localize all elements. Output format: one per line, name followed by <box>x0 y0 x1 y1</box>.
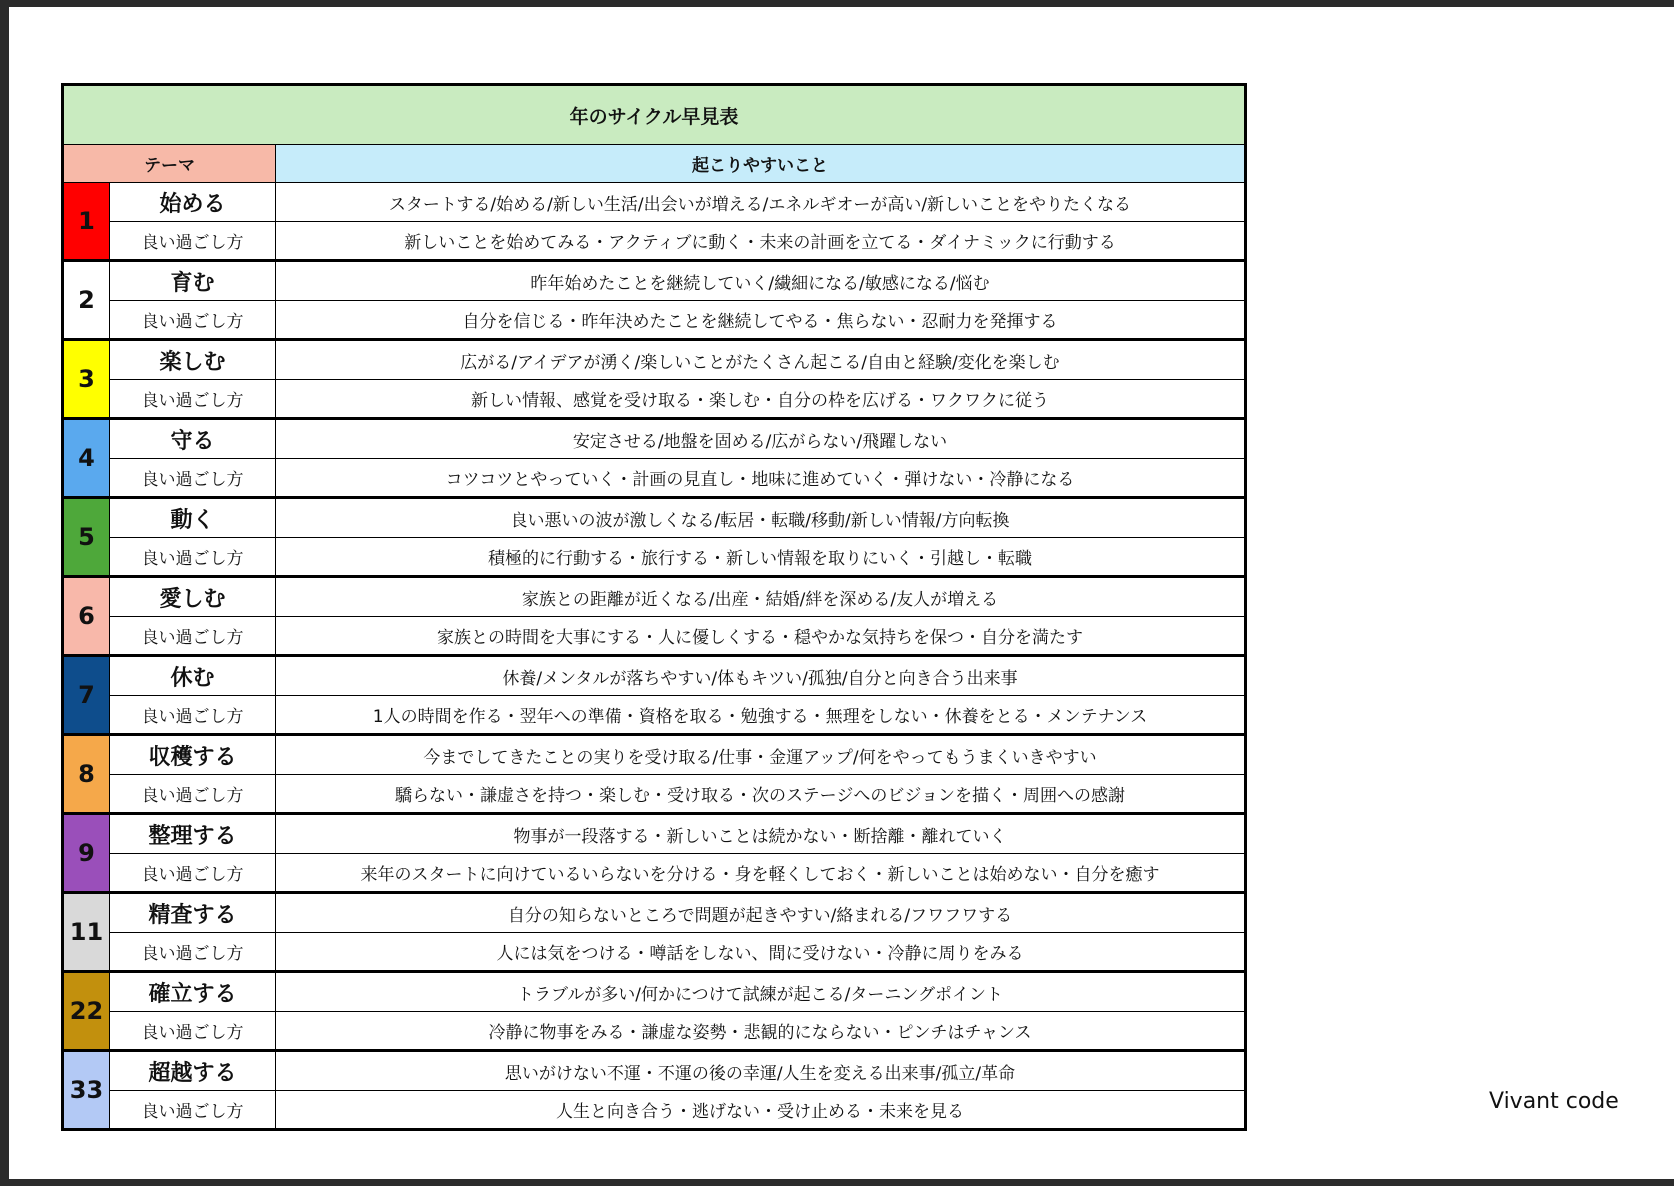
table-row <box>63 617 1246 656</box>
year-number-cell: 11 <box>63 893 110 972</box>
good-way-cell: 家族との時間を大事にする・人に優しくする・穏やかな気持ちを保つ・自分を満たす <box>276 617 1246 656</box>
theme-cell: 楽しむ <box>110 340 276 380</box>
theme-cell: 精査する <box>110 893 276 933</box>
good-way-label: 良い過ごし方 <box>110 222 276 261</box>
table-row <box>63 775 1246 814</box>
theme-cell: 確立する <box>110 972 276 1012</box>
table-row <box>63 538 1246 577</box>
year-number-cell: 9 <box>63 814 110 893</box>
good-way-cell: 積極的に行動する・旅行する・新しい情報を取りにいく・引越し・転職 <box>276 538 1246 577</box>
events-cell: スタートする/始める/新しい生活/出会いが増える/エネルギオーが高い/新しいことをやりたくなる <box>276 183 1246 222</box>
year-number-cell: 6 <box>63 577 110 656</box>
good-way-label: 良い過ごし方 <box>110 459 276 498</box>
good-way-cell: 人生と向き合う・逃げない・受け止める・未来を見る <box>276 1091 1246 1130</box>
theme-cell: 整理する <box>110 814 276 854</box>
events-cell: トラブルが多い/何かにつけて試練が起こる/ターニングポイント <box>276 972 1246 1012</box>
theme-cell: 育む <box>110 261 276 301</box>
table-row <box>63 814 1246 854</box>
good-way-cell: 人には気をつける・噂話をしない、間に受けない・冷静に周りをみる <box>276 933 1246 972</box>
good-way-label: 良い過ごし方 <box>110 696 276 735</box>
good-way-label: 良い過ごし方 <box>110 1091 276 1130</box>
events-cell: 良い悪いの波が激しくなる/転居・転職/移動/新しい情報/方向転換 <box>276 498 1246 538</box>
year-number-cell: 2 <box>63 261 110 340</box>
good-way-cell: コツコツとやっていく・計画の見直し・地味に進めていく・弾けない・冷静になる <box>276 459 1246 498</box>
year-number-cell: 7 <box>63 656 110 735</box>
events-cell: 安定させる/地盤を固める/広がらない/飛躍しない <box>276 419 1246 459</box>
table-row <box>63 1012 1246 1051</box>
year-number-cell: 4 <box>63 419 110 498</box>
good-way-label: 良い過ごし方 <box>110 1012 276 1051</box>
table-row <box>63 972 1246 1012</box>
events-cell: 物事が一段落する・新しいことは続かない・断捨離・離れていく <box>276 814 1246 854</box>
good-way-label: 良い過ごし方 <box>110 538 276 577</box>
brand-signature: Vivant code <box>1489 1089 1619 1114</box>
table-row <box>63 696 1246 735</box>
good-way-cell: 新しいことを始めてみる・アクティブに動く・未来の計画を立てる・ダイナミックに行動する <box>276 222 1246 261</box>
theme-cell: 愛しむ <box>110 577 276 617</box>
table-row <box>63 183 1246 222</box>
theme-cell: 守る <box>110 419 276 459</box>
table-row <box>63 419 1246 459</box>
events-cell: 休養/メンタルが落ちやすい/体もキツい/孤独/自分と向き合う出来事 <box>276 656 1246 696</box>
good-way-label: 良い過ごし方 <box>110 933 276 972</box>
year-number-cell: 8 <box>63 735 110 814</box>
events-cell: 自分の知らないところで問題が起きやすい/絡まれる/フワフワする <box>276 893 1246 933</box>
events-cell: 昨年始めたことを継続していく/繊細になる/敏感になる/悩む <box>276 261 1246 301</box>
table-title: 年のサイクル早見表 <box>63 85 1246 145</box>
year-number-cell: 22 <box>63 972 110 1051</box>
events-cell: 家族との距離が近くなる/出産・結婚/絆を深める/友人が増える <box>276 577 1246 617</box>
table-row <box>63 1051 1246 1091</box>
theme-cell: 収穫する <box>110 735 276 775</box>
events-cell: 思いがけない不運・不運の後の幸運/人生を変える出来事/孤立/革命 <box>276 1051 1246 1091</box>
table-row <box>63 854 1246 893</box>
table-row <box>63 498 1246 538</box>
good-way-cell: 冷静に物事をみる・謙虚な姿勢・悲観的にならない・ピンチはチャンス <box>276 1012 1246 1051</box>
table-row <box>63 933 1246 972</box>
year-number-cell: 5 <box>63 498 110 577</box>
table-row <box>63 1091 1246 1130</box>
table-row <box>63 459 1246 498</box>
header-events: 起こりやすいこと <box>276 145 1246 183</box>
good-way-label: 良い過ごし方 <box>110 380 276 419</box>
good-way-label: 良い過ごし方 <box>110 854 276 893</box>
good-way-cell: 驕らない・謙虚さを持つ・楽しむ・受け取る・次のステージへのビジョンを描く・周囲への感謝 <box>276 775 1246 814</box>
good-way-cell: 新しい情報、感覚を受け取る・楽しむ・自分の枠を広げる・ワクワクに従う <box>276 380 1246 419</box>
good-way-cell: 来年のスタートに向けているいらないを分ける・身を軽くしておく・新しいことは始めない・自分を癒す <box>276 854 1246 893</box>
events-cell: 広がる/アイデアが湧く/楽しいことがたくさん起こる/自由と経験/変化を楽しむ <box>276 340 1246 380</box>
year-number-cell: 1 <box>63 183 110 261</box>
theme-cell: 超越する <box>110 1051 276 1091</box>
theme-cell: 休む <box>110 656 276 696</box>
good-way-label: 良い過ごし方 <box>110 617 276 656</box>
table-row <box>63 340 1246 380</box>
table-row <box>63 222 1246 261</box>
header-theme: テーマ <box>63 145 276 183</box>
table-row <box>63 577 1246 617</box>
good-way-label: 良い過ごし方 <box>110 775 276 814</box>
good-way-label: 良い過ごし方 <box>110 301 276 340</box>
good-way-cell: 自分を信じる・昨年決めたことを継続してやる・焦らない・忍耐力を発揮する <box>276 301 1246 340</box>
table-row <box>63 656 1246 696</box>
table-row <box>63 735 1246 775</box>
theme-cell: 動く <box>110 498 276 538</box>
page <box>9 7 1674 1179</box>
events-cell: 今までしてきたことの実りを受け取る/仕事・金運アップ/何をやってもうまくいきやすい <box>276 735 1246 775</box>
table-row <box>63 380 1246 419</box>
table-row <box>63 261 1246 301</box>
year-number-cell: 33 <box>63 1051 110 1130</box>
year-number-cell: 3 <box>63 340 110 419</box>
cycle-table <box>61 83 1247 1131</box>
table-row <box>63 893 1246 933</box>
theme-cell: 始める <box>110 183 276 222</box>
table-row <box>63 301 1246 340</box>
good-way-cell: 1人の時間を作る・翌年への準備・資格を取る・勉強する・無理をしない・休養をとる・メンテナンス <box>276 696 1246 735</box>
